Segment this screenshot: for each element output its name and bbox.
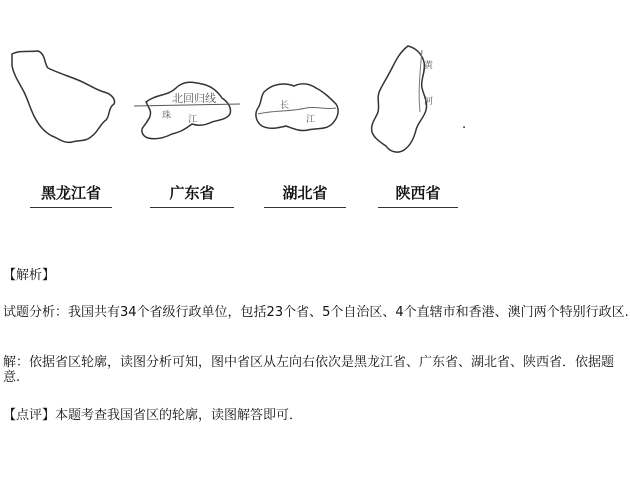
tropic-of-cancer-label: 北回归线 [172,92,216,105]
commentary: 【点评】本题考查我国省区的轮廓，读图解答即可． [3,408,303,423]
analysis-paragraph-2: 解：依据省区轮廓，读图分析可知，图中省区从左向右依次是黑龙江省、广东省、湖北省、陕西省．依据题意. [3,355,615,385]
heilongjiang-map [8,46,123,146]
answer-heilongjiang: 黑龙江省 [30,183,112,208]
trailing-period: . [462,117,467,132]
pearl-river-label-a: 珠 [162,111,172,121]
shaanxi-map [358,42,448,157]
province-maps-strip [0,40,500,160]
analysis-heading: 【解析】 [3,268,56,283]
answer-hubei: 湖北省 [264,183,346,208]
analysis-paragraph-1: 试题分析：我国共有34个省级行政单位，包括23个省、5个自治区、4个直辖市和香港、澳门两个特别行政区. [3,305,629,320]
yangtze-label-a: 长 [280,101,290,111]
yellow-river-label-b: 河 [424,97,434,107]
hubei-map [250,78,350,148]
answer-guangdong: 广东省 [150,183,234,208]
answer-shaanxi: 陕西省 [378,183,458,208]
yellow-river-label-a: 黄 [424,61,434,71]
guangdong-map [132,74,247,154]
pearl-river-label-b: 江 [188,115,198,125]
yangtze-label-b: 江 [306,115,316,125]
